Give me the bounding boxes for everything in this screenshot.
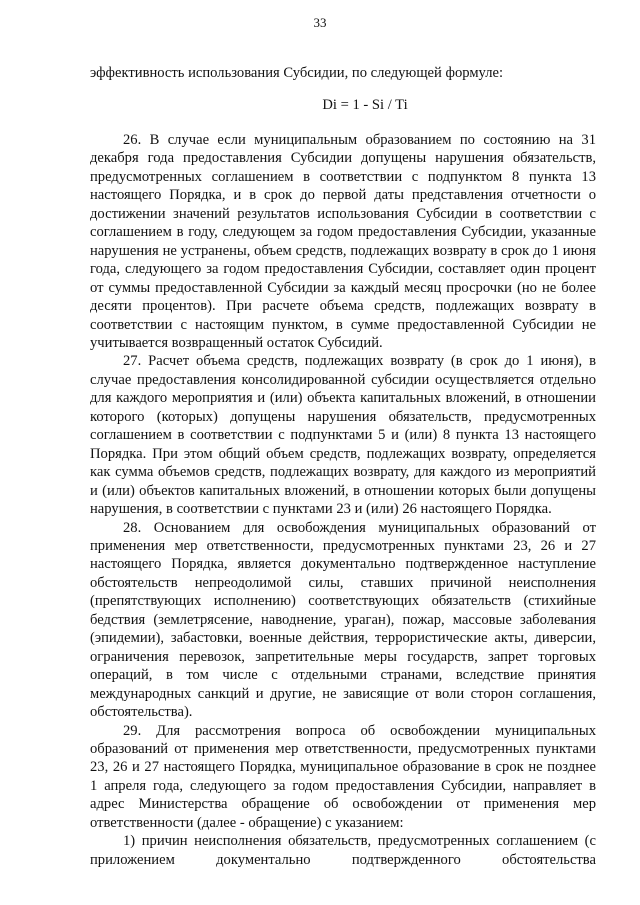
paragraph-28: 28. Основанием для освобождения муниципальных образований от применения мер ответственности, предусмотренных пунктами 23, 26 и 27 настоящего Порядка, является документально подтвержденное наступление обстоятельств непреодолимой силы, ставших причиной неисполнения (препятствующих исполнению) соответствующих обязательств (стихийные бедствия (землетрясение, наводнение, ураган), пожар, массовые заболевания (эпидемии), забастовки, военные действия, террористические акты, диверсии, ограничения перевозок, запретительные меры государств, запрет торговых операций, в том числе с отдельными странами, вследствие принятия международных санкций и другие, не зависящие от воли сторон соглашения, обстоятельства). bbox=[90, 519, 596, 721]
body-text bbox=[90, 131, 596, 869]
paragraph-29: 29. Для рассмотрения вопроса об освобождении муниципальных образований от применения мер ответственности, предусмотренных пунктами 23, 26 и 27 настоящего Порядка, муниципальное образование в срок не позднее 1 апреля года, следующего за годом предоставления Субсидии, направляет в адрес Министерства обращение об освобождении от применения мер ответственности (далее - обращение) с указанием: bbox=[90, 722, 596, 831]
page-number: 33 bbox=[313, 15, 327, 30]
paragraph-29-item-1: 1) причин неисполнения обязательств, предусмотренных соглашением (с приложением документально подтвержденного обстоятельства bbox=[90, 833, 596, 868]
formula: Di = 1 - Si / Ti bbox=[322, 97, 408, 113]
paragraph-26: 26. В случае если муниципальным образованием по состоянию на 31 декабря года предоставления Субсидии допущены нарушения обязательств, предусмотренных соглашением в соответствии с подпунктом 8 пункта 13 настоящего Порядка, и в срок до первой даты представления отчетности о достижении значений результатов использования Субсидии в соответствии с соглашением в году, следующем за годом предоставления Субсидии, указанные нарушения не устранены, объем средств, подлежащих возврату в срок до 1 июня года, следующего за годом предоставления Субсидии, составляет один процент от суммы предоставленной Субсидии за каждый месяц просрочки (но не более десяти процентов). При расчете объема средств, подлежащих возврату в соответствии с настоящим пунктом, в сумме предоставленной Субсидии не учитывается возвращенный остаток Субсидий. bbox=[90, 132, 596, 351]
lead-line: эффективность использования Субсидии, по следующей формуле: bbox=[90, 65, 504, 81]
paragraph-27: 27. Расчет объема средств, подлежащих возврату (в срок до 1 июня), в случае предоставления консолидированной субсидии осуществляется отдельно для каждого мероприятия и (или) объекта капитальных вложений, в отношении которого (которых) допущены нарушения обязательств, предусмотренных соглашением в соответствии с подпунктами 5 и (или) 8 пункта 13 настоящего Порядка. При этом общий объем средств, подлежащих возврату, определяется как сумма объемов средств, подлежащих возврату, для каждого из мероприятий и (или) объектов капитальных вложений, в отношении которых были допущены нарушения, в соответствии с пунктами 23 и (или) 26 настоящего Порядка. bbox=[90, 353, 596, 518]
